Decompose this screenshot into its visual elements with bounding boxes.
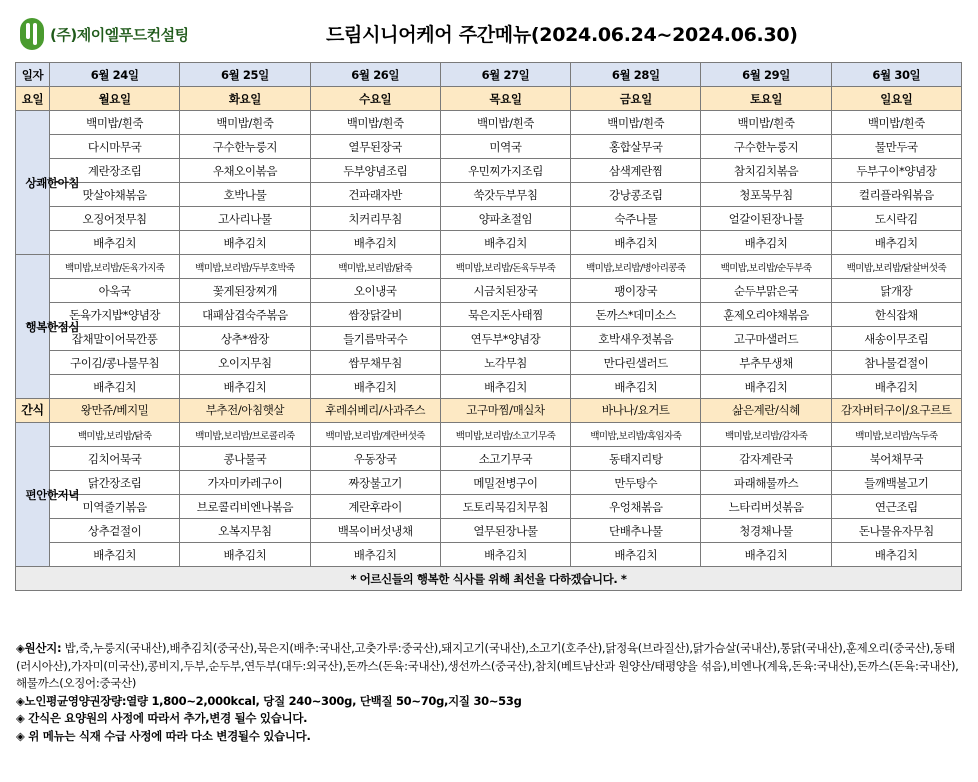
menu-item: 오징어젓무침 bbox=[50, 207, 180, 231]
menu-item: 상추*쌈장 bbox=[180, 327, 310, 351]
menu-item: 물만두국 bbox=[831, 135, 961, 159]
weekly-menu-table bbox=[15, 62, 962, 591]
menu-item: 청포묵무침 bbox=[701, 183, 831, 207]
menu-item: 백미밥/흰죽 bbox=[701, 111, 831, 135]
date-cell: 6월 28일 bbox=[571, 63, 701, 87]
menu-item: 백미밥,보리밥/순두부죽 bbox=[701, 255, 831, 279]
snack-item: 왕만쥬/베지밀 bbox=[50, 399, 180, 423]
menu-change-text: ◈ 위 메뉴는 식재 수급 사정에 따라 다소 변경될수 있습니다. bbox=[16, 728, 311, 743]
menu-item: 소고기무국 bbox=[440, 447, 570, 471]
snack-note-text: ◈ 간식은 요양원의 사정에 따라서 추가,변경 될수 있습니다. bbox=[16, 711, 308, 725]
menu-item: 홍합살무국 bbox=[571, 135, 701, 159]
menu-item: 우엉채볶음 bbox=[571, 495, 701, 519]
nutrition-text: ◈노인평균영양권장량:열량 1,800~2,000kcal, 당질 240~300g, 단백질 50~70g,지질 30~53g bbox=[16, 693, 522, 708]
menu-item: 우동장국 bbox=[310, 447, 440, 471]
menu-item: 백미밥,보리밥/소고기무죽 bbox=[440, 423, 570, 447]
menu-item: 배추김치 bbox=[831, 543, 961, 567]
snack-label: 간식 bbox=[16, 399, 50, 423]
menu-item: 팽이장국 bbox=[571, 279, 701, 303]
menu-item: 얼갈이된장나물 bbox=[701, 207, 831, 231]
date-cell: 6월 26일 bbox=[310, 63, 440, 87]
date-cell: 6월 24일 bbox=[50, 63, 180, 87]
menu-item: 짜장불고기 bbox=[310, 471, 440, 495]
menu-item: 배추김치 bbox=[310, 375, 440, 399]
menu-item: 배추김치 bbox=[831, 375, 961, 399]
menu-item: 배추김치 bbox=[571, 543, 701, 567]
breakfast-row bbox=[16, 111, 962, 135]
weekday-label: 요일 bbox=[16, 87, 50, 111]
menu-item: 상추겉절이 bbox=[50, 519, 180, 543]
date-label: 일자 bbox=[16, 63, 50, 87]
menu-item: 메밀전병구이 bbox=[440, 471, 570, 495]
menu-item: 아욱국 bbox=[50, 279, 180, 303]
menu-item: 건파래자반 bbox=[310, 183, 440, 207]
menu-item: 백미밥/흰죽 bbox=[440, 111, 570, 135]
menu-item: 고사리나물 bbox=[180, 207, 310, 231]
menu-item: 들깨백불고기 bbox=[831, 471, 961, 495]
menu-item: 배추김치 bbox=[50, 375, 180, 399]
snack-item: 후레쉬베리/사과주스 bbox=[310, 399, 440, 423]
menu-item: 연두부*양념장 bbox=[440, 327, 570, 351]
menu-item: 강낭콩조림 bbox=[571, 183, 701, 207]
menu-item: 백미밥/흰죽 bbox=[831, 111, 961, 135]
menu-item: 잡채말이어묵깐풍 bbox=[50, 327, 180, 351]
menu-item: 배추김치 bbox=[571, 231, 701, 255]
menu-item: 파래해물까스 bbox=[701, 471, 831, 495]
menu-item: 돈나물유자무침 bbox=[831, 519, 961, 543]
menu-item: 백미밥,보리밥/녹두죽 bbox=[831, 423, 961, 447]
menu-item: 묵은지돈사태찜 bbox=[440, 303, 570, 327]
breakfast-label bbox=[16, 111, 80, 255]
menu-item: 백미밥,보리밥/두부호박죽 bbox=[180, 255, 310, 279]
dinner-row bbox=[16, 447, 962, 471]
breakfast-label-text: 상쾌한아침 bbox=[25, 175, 80, 190]
menu-item: 참치김치볶음 bbox=[701, 159, 831, 183]
menu-item: 배추김치 bbox=[571, 375, 701, 399]
snack-item: 삶은계란/식혜 bbox=[701, 399, 831, 423]
dinner-row bbox=[16, 423, 962, 447]
menu-item: 두부구이*양념장 bbox=[831, 159, 961, 183]
origin-note bbox=[16, 640, 961, 693]
menu-item: 들기름막국수 bbox=[310, 327, 440, 351]
lunch-row bbox=[16, 351, 962, 375]
menu-item: 순두부맑은국 bbox=[701, 279, 831, 303]
dinner-label-text: 편안한저녁 bbox=[25, 487, 80, 502]
menu-item: 닭간장조림 bbox=[50, 471, 180, 495]
date-cell: 6월 29일 bbox=[701, 63, 831, 87]
page-header bbox=[0, 0, 978, 62]
menu-item: 훈제오리야채볶음 bbox=[701, 303, 831, 327]
lunch-row bbox=[16, 279, 962, 303]
snack-row bbox=[16, 399, 962, 423]
company-logo bbox=[20, 18, 189, 50]
breakfast-row bbox=[16, 159, 962, 183]
menu-item: 배추김치 bbox=[310, 543, 440, 567]
menu-item: 백미밥/흰죽 bbox=[180, 111, 310, 135]
menu-item: 백미밥,보리밥/계란버섯죽 bbox=[310, 423, 440, 447]
breakfast-row bbox=[16, 135, 962, 159]
menu-item: 두부양념조림 bbox=[310, 159, 440, 183]
menu-change-note bbox=[16, 728, 961, 746]
menu-item: 백미밥/흰죽 bbox=[310, 111, 440, 135]
menu-item: 쑥갓두부무침 bbox=[440, 183, 570, 207]
menu-item: 콩나물국 bbox=[180, 447, 310, 471]
snack-item: 고구마찜/매실차 bbox=[440, 399, 570, 423]
weekday-cell: 수요일 bbox=[310, 87, 440, 111]
menu-item: 쌈장닭갈비 bbox=[310, 303, 440, 327]
lunch-row bbox=[16, 255, 962, 279]
origin-text: 밥,죽,누룽지(국내산),배추김치(중국산),묵은지(배추:국내산,고춧가루:중국산),돼지고기(국내산),소고기(호주산),닭정육(브라질산),닭가슴살(국내산),통닭(국내산),훈제오리(중국산),동태(러시아산),가자미(미국산),콩비지,두부,순두부,연두부(대두:외국산),돈까스(돈육:국내산),생선까스(중국산),참치(베트남산과 원양산/태평양을 섞음),비엔나(계육,돈육:국내산),돈까스(돈육:국내산),해물까스(오징어:중국산) bbox=[16, 641, 959, 690]
menu-item: 열무된장나물 bbox=[440, 519, 570, 543]
weekday-cell: 금요일 bbox=[571, 87, 701, 111]
lunch-label bbox=[16, 255, 80, 399]
menu-item: 백미밥,보리밥/병아리콩죽 bbox=[571, 255, 701, 279]
dinner-row bbox=[16, 543, 962, 567]
dinner-label bbox=[16, 423, 80, 567]
date-cell: 6월 25일 bbox=[180, 63, 310, 87]
menu-item: 양파초절임 bbox=[440, 207, 570, 231]
date-row bbox=[16, 63, 962, 87]
menu-item: 김치어묵국 bbox=[50, 447, 180, 471]
date-cell: 6월 30일 bbox=[831, 63, 961, 87]
lunch-row bbox=[16, 375, 962, 399]
weekday-cell: 월요일 bbox=[50, 87, 180, 111]
date-cell: 6월 27일 bbox=[440, 63, 570, 87]
menu-item: 새송이무조림 bbox=[831, 327, 961, 351]
menu-item: 브로콜리비엔나볶음 bbox=[180, 495, 310, 519]
snack-item: 감자버터구이/요구르트 bbox=[831, 399, 961, 423]
menu-item: 북어채무국 bbox=[831, 447, 961, 471]
menu-item: 컬리플라워볶음 bbox=[831, 183, 961, 207]
weekday-cell: 일요일 bbox=[831, 87, 961, 111]
menu-item: 배추김치 bbox=[440, 375, 570, 399]
menu-item: 배추김치 bbox=[701, 231, 831, 255]
menu-item: 미역줄기볶음 bbox=[50, 495, 180, 519]
menu-item: 백미밥/흰죽 bbox=[571, 111, 701, 135]
menu-item: 시금치된장국 bbox=[440, 279, 570, 303]
menu-item: 백미밥,보리밥/닭죽 bbox=[310, 255, 440, 279]
page-title: 드림시니어케어 주간메뉴(2024.06.24~2024.06.30) bbox=[326, 24, 798, 46]
menu-item: 배추김치 bbox=[180, 543, 310, 567]
menu-item: 숙주나물 bbox=[571, 207, 701, 231]
menu-item: 백미밥,보리밥/흑임자죽 bbox=[571, 423, 701, 447]
menu-item: 배추김치 bbox=[440, 543, 570, 567]
menu-item: 돈육가지밥*양념장 bbox=[50, 303, 180, 327]
menu-item: 오이냉국 bbox=[310, 279, 440, 303]
breakfast-row bbox=[16, 231, 962, 255]
snack-item: 바나나/요거트 bbox=[571, 399, 701, 423]
menu-item: 돈까스*데미소스 bbox=[571, 303, 701, 327]
menu-item: 배추김치 bbox=[701, 375, 831, 399]
menu-item: 가자미카레구이 bbox=[180, 471, 310, 495]
menu-item: 노각무침 bbox=[440, 351, 570, 375]
menu-item: 오복지무침 bbox=[180, 519, 310, 543]
dinner-row bbox=[16, 519, 962, 543]
menu-item: 만다린샐러드 bbox=[571, 351, 701, 375]
logo-text: (주)제이엘푸드컨설팅 bbox=[50, 25, 189, 44]
lunch-row bbox=[16, 303, 962, 327]
menu-item: 열무된장국 bbox=[310, 135, 440, 159]
notice-text: * 어르신들의 행복한 식사를 위해 최선을 다하겠습니다. * bbox=[16, 567, 962, 591]
menu-item: 호박새우젓볶음 bbox=[571, 327, 701, 351]
menu-item: 단배추나물 bbox=[571, 519, 701, 543]
lunch-label-text: 행복한점심 bbox=[25, 319, 80, 334]
menu-item: 배추김치 bbox=[701, 543, 831, 567]
origin-label: ◈원산지: bbox=[16, 641, 62, 655]
menu-item: 계란후라이 bbox=[310, 495, 440, 519]
snack-note bbox=[16, 710, 961, 728]
menu-item: 계란장조림 bbox=[50, 159, 180, 183]
menu-item: 동태지리탕 bbox=[571, 447, 701, 471]
menu-item: 연근조림 bbox=[831, 495, 961, 519]
dinner-row bbox=[16, 495, 962, 519]
menu-item: 배추김치 bbox=[831, 231, 961, 255]
menu-item: 도시락김 bbox=[831, 207, 961, 231]
weekday-row bbox=[16, 87, 962, 111]
menu-item: 도토리묵김치무침 bbox=[440, 495, 570, 519]
menu-item: 한식잡채 bbox=[831, 303, 961, 327]
menu-item: 호박나물 bbox=[180, 183, 310, 207]
menu-item: 부추무생채 bbox=[701, 351, 831, 375]
logo-icon bbox=[20, 18, 44, 50]
menu-item: 배추김치 bbox=[180, 231, 310, 255]
notes-section bbox=[16, 640, 961, 745]
weekday-cell: 목요일 bbox=[440, 87, 570, 111]
weekday-cell: 토요일 bbox=[701, 87, 831, 111]
menu-item: 백미밥/흰죽 bbox=[50, 111, 180, 135]
menu-item: 대패삼겹숙주볶음 bbox=[180, 303, 310, 327]
menu-item: 느타리버섯볶음 bbox=[701, 495, 831, 519]
dinner-row bbox=[16, 471, 962, 495]
menu-item: 배추김치 bbox=[50, 543, 180, 567]
weekday-cell: 화요일 bbox=[180, 87, 310, 111]
menu-item: 우민찌가지조림 bbox=[440, 159, 570, 183]
menu-item: 백미밥,보리밥/감자죽 bbox=[701, 423, 831, 447]
breakfast-row bbox=[16, 207, 962, 231]
menu-item: 감자계란국 bbox=[701, 447, 831, 471]
snack-item: 부추전/아침햇살 bbox=[180, 399, 310, 423]
menu-item: 백미밥,보리밥/돈육두부죽 bbox=[440, 255, 570, 279]
menu-item: 참나물겉절이 bbox=[831, 351, 961, 375]
menu-item: 구수한누룽지 bbox=[180, 135, 310, 159]
menu-item: 닭개장 bbox=[831, 279, 961, 303]
menu-item: 구이김/콩나물무침 bbox=[50, 351, 180, 375]
menu-item: 백미밥,보리밥/브로콜리죽 bbox=[180, 423, 310, 447]
menu-item: 구수한누룽지 bbox=[701, 135, 831, 159]
lunch-row bbox=[16, 327, 962, 351]
menu-item: 백미밥,보리밥/돈육가지죽 bbox=[50, 255, 180, 279]
menu-item: 청경채나물 bbox=[701, 519, 831, 543]
menu-item: 쌈무채무침 bbox=[310, 351, 440, 375]
menu-item: 배추김치 bbox=[180, 375, 310, 399]
menu-item: 우채오이볶음 bbox=[180, 159, 310, 183]
menu-item: 백목이버섯냉채 bbox=[310, 519, 440, 543]
menu-item: 배추김치 bbox=[50, 231, 180, 255]
menu-item: 배추김치 bbox=[440, 231, 570, 255]
menu-item: 오이지무침 bbox=[180, 351, 310, 375]
menu-item: 배추김치 bbox=[310, 231, 440, 255]
menu-item: 꽃게된장찌개 bbox=[180, 279, 310, 303]
menu-item: 다시마무국 bbox=[50, 135, 180, 159]
menu-item: 백미밥,보리밥/닭죽 bbox=[50, 423, 180, 447]
breakfast-row bbox=[16, 183, 962, 207]
nutrition-note bbox=[16, 693, 961, 711]
menu-item: 치커리무침 bbox=[310, 207, 440, 231]
notice-row bbox=[16, 567, 962, 591]
menu-item: 만두탕수 bbox=[571, 471, 701, 495]
menu-item: 맛살야채볶음 bbox=[50, 183, 180, 207]
menu-item: 고구마샐러드 bbox=[701, 327, 831, 351]
menu-item: 미역국 bbox=[440, 135, 570, 159]
menu-item: 삼색계란찜 bbox=[571, 159, 701, 183]
menu-item: 백미밥,보리밥/닭살버섯죽 bbox=[831, 255, 961, 279]
